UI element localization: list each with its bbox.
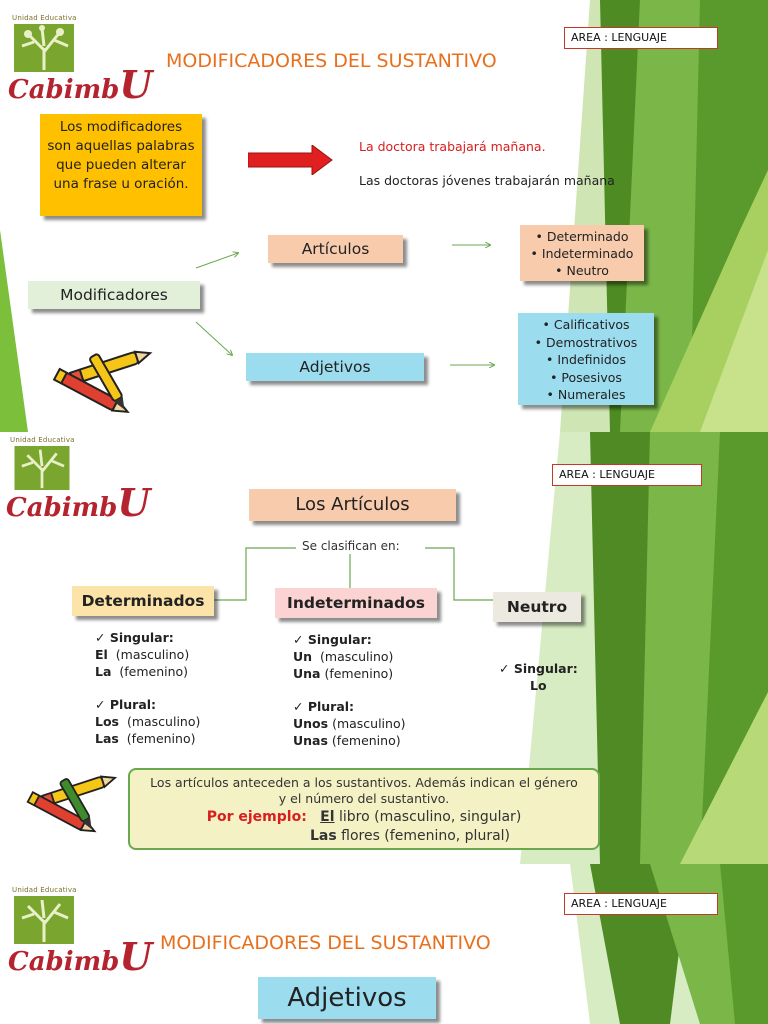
list-item: Una (femenino) <box>293 666 394 681</box>
list-item: • Posesivos <box>550 369 622 385</box>
list-item: • Indefinidos <box>546 352 626 367</box>
logo-top-text: Unidad Educativa <box>12 14 77 22</box>
determinados-details <box>95 629 200 747</box>
school-logo <box>8 14 153 107</box>
adjetivos-types-box <box>518 313 654 405</box>
example-1-text: libro (masculino, singular) <box>334 809 522 825</box>
slide-1 <box>0 0 768 432</box>
slide-title: MODIFICADORES DEL SUSTANTIVO <box>160 932 491 954</box>
root-box <box>28 281 200 309</box>
neutro-box <box>493 592 581 622</box>
area-label: AREA : LENGUAJE <box>564 27 718 49</box>
example-sentence-2: Las doctoras jóvenes trabajarán mañana <box>359 173 615 188</box>
adjetivos-heading-box <box>258 977 436 1019</box>
list-item: Unas (femenino) <box>293 733 401 748</box>
determinados-label: Determinados <box>81 592 205 610</box>
school-logo <box>8 886 153 979</box>
articulos-box <box>268 235 403 263</box>
adjetivos-label: Adjetivos <box>299 358 371 376</box>
plural-label: ✓ Plural: <box>95 697 157 712</box>
example-1-article: El <box>320 809 335 825</box>
articulos-types-box <box>520 225 644 281</box>
list-item: Un (masculino) <box>293 649 394 664</box>
logo-name: CabimbU <box>8 62 153 107</box>
area-label: AREA : LENGUAJE <box>552 464 702 486</box>
neutro-label: Neutro <box>506 598 568 616</box>
logo-name: CabimbU <box>8 934 153 979</box>
list-item: • Demostrativos <box>534 334 638 350</box>
definition-box <box>40 114 202 216</box>
list-item: • Numerales <box>546 387 626 402</box>
indeterminados-label: Indeterminados <box>287 594 425 612</box>
list-item: • Calificativos <box>542 317 630 332</box>
list-item: Los (masculino) <box>95 714 201 729</box>
neutro-value: Lo <box>530 678 547 693</box>
pencils-icon <box>24 772 124 838</box>
singular-label: ✓ Singular: <box>499 661 578 676</box>
definition-text: Los modificadores son aquellas palabras que pueden alterar una frase u oración. <box>47 119 195 192</box>
list-item: El (masculino) <box>95 647 190 662</box>
area-label: AREA : LENGUAJE <box>564 893 718 915</box>
logo-top-text: Unidad Educativa <box>10 436 75 444</box>
red-arrow-icon <box>248 145 334 175</box>
example-2-text: flores (femenino, plural) <box>336 828 511 844</box>
determinados-box <box>72 586 214 616</box>
logo-top-text: Unidad Educativa <box>12 886 77 894</box>
list-item: La (femenino) <box>95 664 189 679</box>
indeterminados-box <box>275 588 437 618</box>
logo-name: CabimbU <box>6 480 151 525</box>
list-item: Las (femenino) <box>95 731 196 746</box>
list-item: • Indeterminado <box>530 246 634 261</box>
singular-label: ✓ Singular: <box>95 630 174 645</box>
adjetivos-box <box>246 353 424 381</box>
note-line-2: y el número del sustantivo. <box>278 791 450 806</box>
note-line-1: Los artículos anteceden a los sustantivos. Además indican el género <box>150 775 578 790</box>
root-label: Modificadores <box>60 286 168 304</box>
plural-label: ✓ Plural: <box>293 699 355 714</box>
adjetivos-heading: Adjetivos <box>287 983 407 1013</box>
neutro-details <box>499 660 578 694</box>
singular-label: ✓ Singular: <box>293 632 372 647</box>
slide-2 <box>0 432 768 864</box>
indeterminados-details <box>293 631 405 749</box>
classify-label: Se clasifican en: <box>302 539 400 553</box>
list-item: Unos (masculino) <box>293 716 406 731</box>
example-sentence-1: La doctora trabajará mañana. <box>359 139 546 154</box>
list-item: • Neutro <box>555 263 609 278</box>
example-2-article: Las <box>309 828 337 844</box>
slide-title: MODIFICADORES DEL SUSTANTIVO <box>166 50 497 72</box>
pencils-icon <box>50 348 160 418</box>
example-label: Por ejemplo: <box>206 809 307 825</box>
list-item: • Determinado <box>535 229 629 244</box>
note-box <box>128 768 600 850</box>
slide-3 <box>0 864 768 1024</box>
articulos-label: Artículos <box>301 240 370 258</box>
slide-title: Los Artículos <box>295 494 410 515</box>
